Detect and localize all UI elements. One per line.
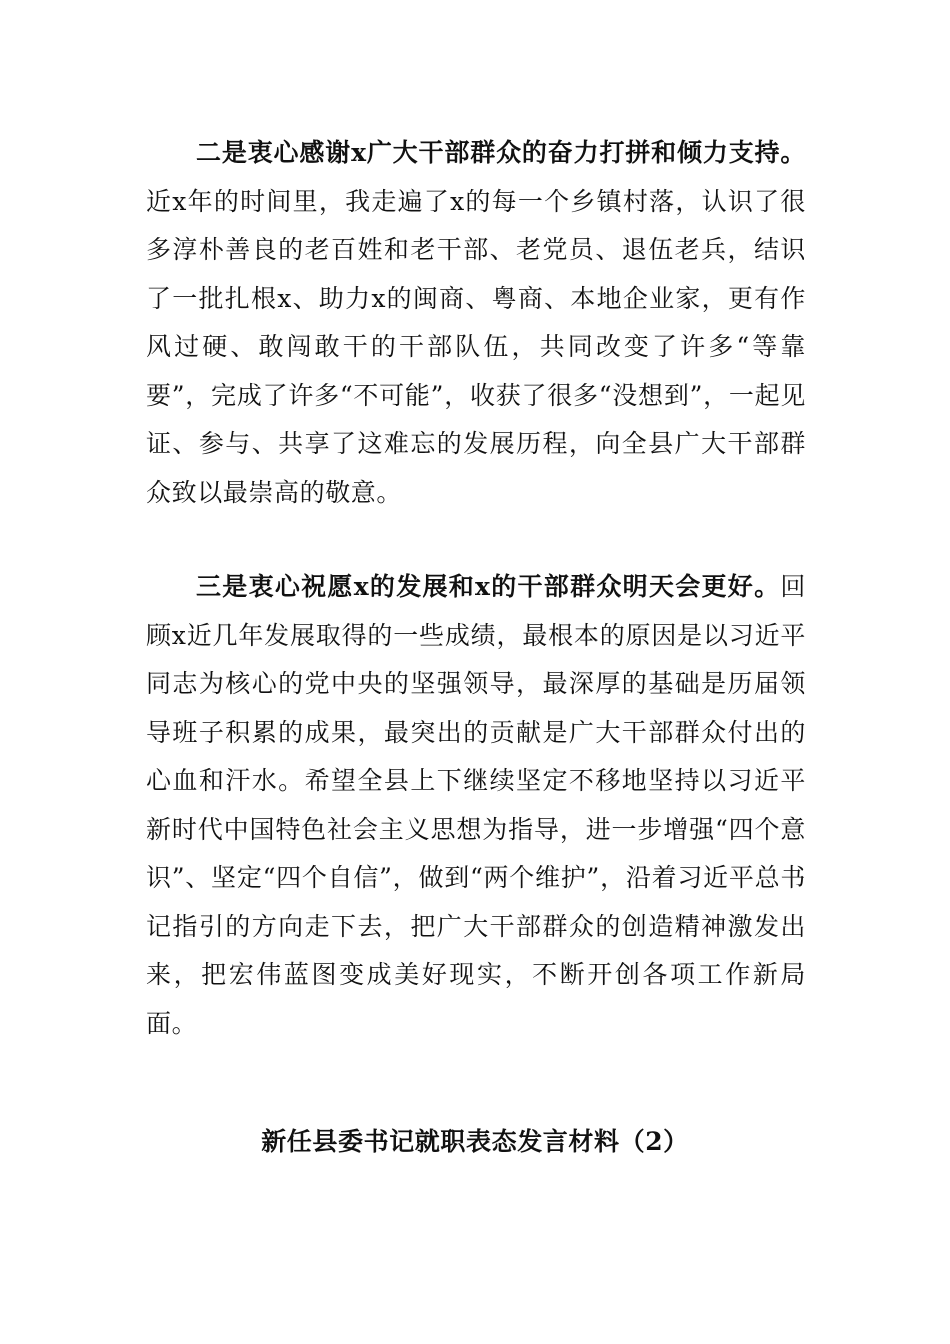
paragraph-wishes: [146, 563, 806, 1048]
section-title: 新任县委书记就职表态发言材料（2）: [261, 1127, 689, 1156]
paragraph-body-gratitude: 近x年的时间里，我走遍了x的每一个乡镇村落，认识了很多淳朴善良的老百姓和老干部、老党员、退伍老兵，结识了一批扎根x、助力x的闽商、粤商、本地企业家，更有作风过硬、敢闯敢干的干部队伍，共同改变了许多“等靠要”，完成了许多“不可能”，收获了很多“没想到”，一起见证、参与、共享了这难忘的发展历程，向全县广大干部群众致以最崇高的敬意。: [146, 186, 806, 507]
paragraph-body-wishes: 回顾x近几年发展取得的一些成绩，最根本的原因是以习近平同志为核心的党中央的坚强领导，最深厚的基础是历届领导班子积累的成果，最突出的贡献是广大干部群众付出的心血和汗水。希望全县上下继续坚定不移地坚持以习近平新时代中国特色社会主义思想为指导，进一步增强“四个意识”、坚定“四个自信”，做到“两个维护”，沿着习近平总书记指引的方向走下去，把广大干部群众的创造精神激发出来，把宏伟蓝图变成美好现实，不断开创各项工作新局面。: [146, 572, 806, 1038]
paragraph-lead-gratitude: 二是衷心感谢x广大干部群众的奋力打拼和倾力支持。: [196, 138, 806, 167]
paragraph-gratitude: [146, 129, 806, 517]
paragraph-lead-wishes: 三是衷心祝愿x的发展和x的干部群众明天会更好。: [196, 572, 781, 601]
